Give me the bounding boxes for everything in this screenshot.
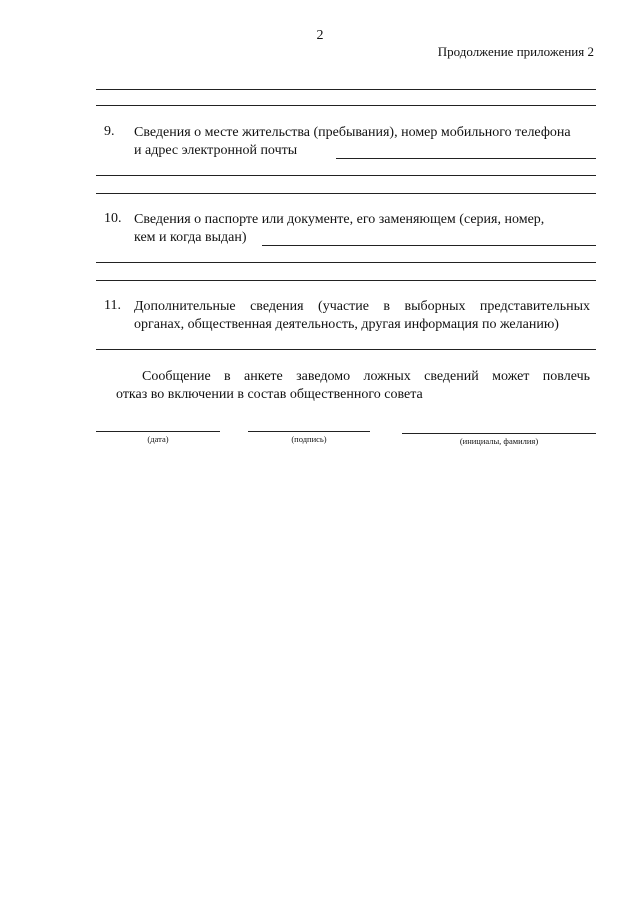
signature-caption: (подпись) bbox=[291, 434, 327, 444]
blank-line[interactable] bbox=[96, 175, 596, 176]
item-10-number: 10. bbox=[104, 211, 122, 226]
blank-line[interactable] bbox=[96, 280, 596, 281]
blank-line[interactable] bbox=[96, 193, 596, 194]
item-11-label-cont: органах, общественная деятельность, другая информация по желанию) bbox=[134, 317, 559, 332]
item-10-label-cont: кем и когда выдан) bbox=[134, 230, 247, 245]
page-number: 2 bbox=[316, 28, 324, 43]
false-information-warning: Сообщение в анкете заведомо ложных сведений может повлечь bbox=[142, 369, 590, 384]
item-9-answer-line[interactable] bbox=[336, 158, 596, 159]
signature-line[interactable] bbox=[248, 431, 370, 432]
name-line[interactable] bbox=[402, 433, 596, 434]
appendix-continuation-note: Продолжение приложения 2 bbox=[437, 44, 594, 59]
blank-line bbox=[96, 89, 596, 90]
blank-line bbox=[96, 105, 596, 106]
item-11-label: Дополнительные сведения (участие в выборных представительных bbox=[134, 299, 590, 314]
name-caption: (инициалы, фамилия) bbox=[459, 436, 539, 446]
blank-line[interactable] bbox=[96, 262, 596, 263]
date-line[interactable] bbox=[96, 431, 220, 432]
blank-line[interactable] bbox=[96, 349, 596, 350]
date-caption: (дата) bbox=[147, 434, 169, 444]
item-10-label: Сведения о паспорте или документе, его заменяющем (серия, номер, bbox=[134, 212, 545, 227]
false-information-warning-cont: отказ во включении в состав общественного совета bbox=[116, 387, 423, 402]
item-10-answer-line[interactable] bbox=[262, 245, 596, 246]
item-9-label: Сведения о месте жительства (пребывания), номер мобильного телефона bbox=[134, 125, 571, 140]
item-11-number: 11. bbox=[104, 298, 121, 313]
item-9-label-cont: и адрес электронной почты bbox=[134, 143, 298, 158]
item-9-number: 9. bbox=[104, 124, 115, 139]
